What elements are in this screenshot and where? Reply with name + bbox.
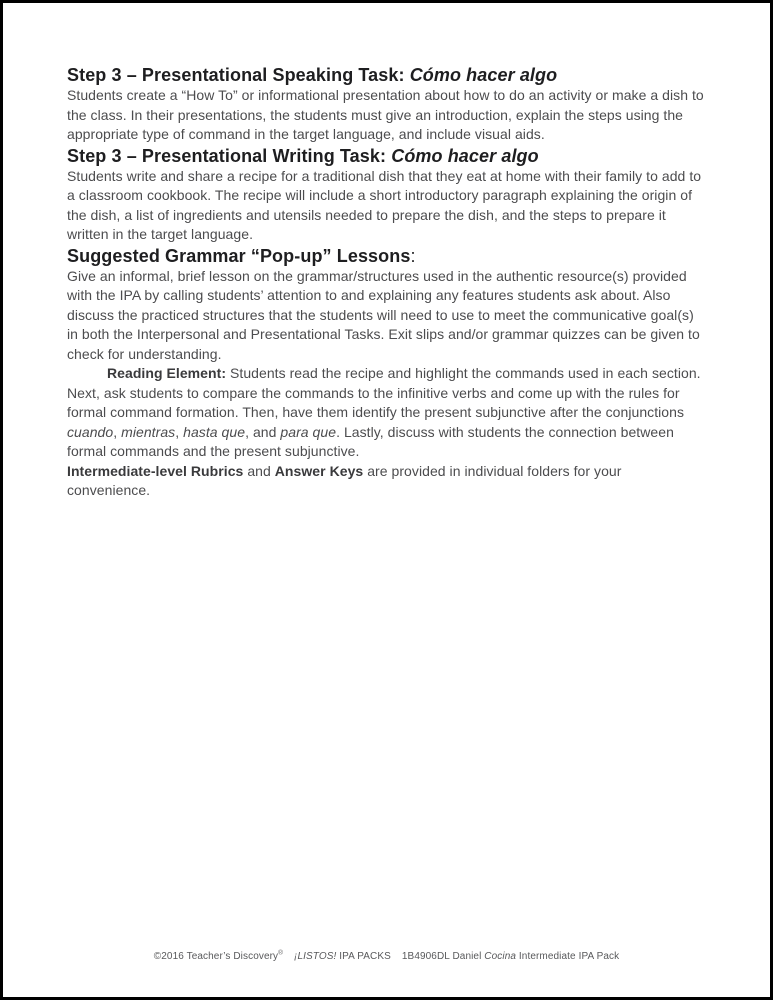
- paragraph-grammar-lessons: Give an informal, brief lesson on the grammar/structures used in the authentic resource(s) provided with the IPA by calling students’ attention to and explaining any features students ask about. Also discuss the practiced structures that the students will need to use to meet the communicative goal(s) in both the Interpersonal and Presentational Tasks. Exit slips and/or grammar quizzes can be given to check for understanding.: [67, 267, 700, 362]
- reading-element-sep1: ,: [113, 423, 122, 440]
- footer-series: [294, 950, 391, 964]
- reading-element-conjunction-hasta-que: hasta que: [183, 423, 246, 440]
- reading-element-conjunction-para-que: para que: [280, 423, 337, 440]
- heading-speaking-label: Step 3 – Presentational Speaking Task:: [67, 65, 410, 85]
- footer-sku-tail: Intermediate IPA Pack: [516, 951, 620, 962]
- footer-sku-lead: 1B4906DL Daniel: [401, 951, 485, 962]
- footer-sku-italic: Cocina: [484, 951, 517, 962]
- heading-suggested-grammar-lessons: [67, 245, 706, 267]
- reading-element-conjunction-cuando: cuando: [67, 423, 114, 440]
- footer-copyright: [154, 950, 283, 964]
- footer-series-italic: ¡LISTOS!: [294, 951, 337, 962]
- heading-presentational-speaking-task: [67, 64, 706, 86]
- rubrics-bold-intermediate: Intermediate-level Rubrics: [67, 462, 244, 479]
- reading-element-lead: Reading Element:: [107, 365, 227, 381]
- page-content: [3, 3, 770, 501]
- reading-element-conjunction-mientras: mientras: [121, 423, 176, 440]
- rubrics-tail-text: are provided in individual folders for your convenience.: [67, 462, 622, 498]
- footer-copyright-text: ©2016 Teacher’s Discovery: [153, 951, 279, 962]
- heading-grammar-label: Suggested Grammar “Pop-up” Lessons: [67, 245, 411, 266]
- paragraph-rubrics-note: [67, 462, 706, 501]
- footer-series-rest: IPA PACKS: [336, 951, 391, 962]
- paragraph-reading-element: [67, 364, 706, 462]
- rubrics-mid-text: and: [243, 462, 275, 479]
- paragraph-speaking-task: Students create a “How To” or informational presentation about how to do an activity or make a dish to the class. In their presentations, the students must give an introduction, explain the steps using the appropriate type of command in the target language, and include visual aids.: [67, 87, 704, 142]
- footer-sku: [402, 950, 619, 964]
- reading-element-sep2: ,: [175, 423, 184, 440]
- page-footer: [3, 950, 770, 964]
- heading-speaking-italic-title: Cómo hacer algo: [409, 65, 558, 85]
- reading-element-body2: . Lastly, discuss with students the connection between formal commands and the present subjunctive.: [67, 423, 674, 459]
- reading-element-body1: Students read the recipe and highlight the commands used in each section. Next, ask students to compare the commands to the infinitive verbs and come up with the rules for formal command formation. Then, have them identify the present subjunctive after the conjunctions: [67, 365, 701, 420]
- heading-writing-italic-title: Cómo hacer algo: [391, 145, 539, 166]
- reading-element-sep3: , and: [245, 423, 281, 440]
- paragraph-writing-task: Students write and share a recipe for a traditional dish that they eat at home with their family to add to a classroom cookbook. The recipe will include a short introductory paragraph explaining the origin of the dish, a list of ingredients and utensils needed to prepare the dish, and the steps to prepare it written in the target language.: [67, 167, 702, 242]
- registered-trademark-symbol: ®: [278, 949, 284, 957]
- rubrics-bold-answer-keys: Answer Keys: [274, 462, 364, 479]
- heading-writing-label: Step 3 – Presentational Writing Task:: [67, 145, 392, 166]
- heading-grammar-colon: :: [410, 245, 416, 266]
- heading-presentational-writing-task: [67, 145, 706, 167]
